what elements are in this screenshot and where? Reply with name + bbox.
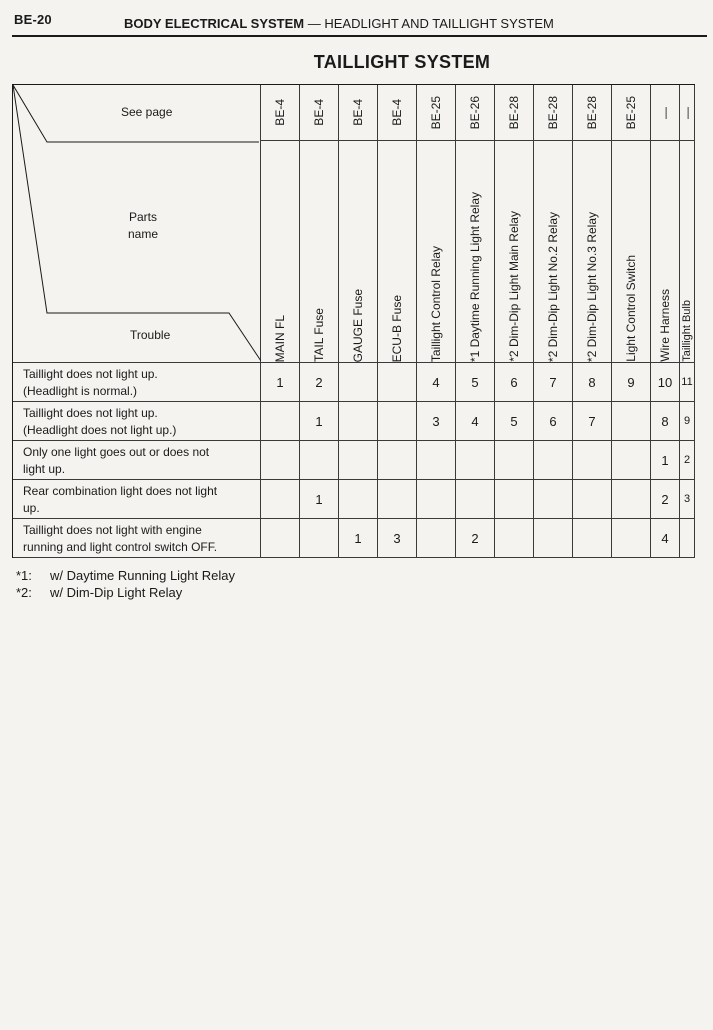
section-name: BODY ELECTRICAL SYSTEM [124, 16, 305, 31]
table-cell: 11 [680, 363, 695, 402]
see-page-label: See page [121, 105, 173, 119]
subsection-name: HEADLIGHT AND TAILLIGHT SYSTEM [324, 16, 554, 31]
table-cell [378, 441, 417, 480]
part-name-header: TAIL Fuse [300, 141, 339, 363]
running-header [124, 16, 554, 31]
trouble-label: Trouble [130, 328, 171, 342]
table-cell [612, 519, 651, 558]
table-cell [339, 402, 378, 441]
table-cell: 5 [495, 402, 534, 441]
troubleshooting-table [12, 84, 695, 558]
footnote: *2: w/ Dim-Dip Light Relay [16, 585, 183, 600]
part-name-header: Taillight Control Relay [417, 141, 456, 363]
header-dash: — [307, 16, 321, 31]
table-cell [573, 519, 612, 558]
table-cell: 5 [456, 363, 495, 402]
see-page-cell: BE-25 [417, 85, 456, 141]
trouble-description: Only one light goes out or does not light up. [13, 441, 261, 480]
table-cell [339, 480, 378, 519]
table-cell: 7 [534, 363, 573, 402]
table-cell: 1 [339, 519, 378, 558]
table-cell [378, 402, 417, 441]
table-cell [612, 480, 651, 519]
table-cell [680, 519, 695, 558]
table-cell [495, 480, 534, 519]
footnotes [16, 567, 235, 601]
table-cell: 7 [573, 402, 612, 441]
see-page-cell: BE-4 [378, 85, 417, 141]
table-cell: 8 [651, 402, 680, 441]
part-name-header: *2 Dim-Dip Light No.3 Relay [573, 141, 612, 363]
see-page-cell: BE-28 [534, 85, 573, 141]
table-cell: 9 [680, 402, 695, 441]
see-page-cell: BE-26 [456, 85, 495, 141]
table-cell: 4 [456, 402, 495, 441]
table-cell: 3 [378, 519, 417, 558]
see-page-cell: BE-25 [612, 85, 651, 141]
table-cell [612, 402, 651, 441]
part-name-header: Wire Harness [651, 141, 680, 363]
part-name-header: *2 Dim-Dip Light Main Relay [495, 141, 534, 363]
table-cell: 2 [680, 441, 695, 480]
trouble-description: Rear combination light does not light up. [13, 480, 261, 519]
table-cell [534, 480, 573, 519]
see-page-cell: BE-4 [300, 85, 339, 141]
table-cell: 1 [300, 480, 339, 519]
table-cell: 1 [651, 441, 680, 480]
part-name-header: MAIN FL [261, 141, 300, 363]
footnote: *1: w/ Daytime Running Light Relay [16, 568, 235, 583]
table-cell [339, 441, 378, 480]
table-cell: 1 [300, 402, 339, 441]
table-cell [417, 480, 456, 519]
table-cell [417, 519, 456, 558]
see-page-cell: — [651, 85, 680, 141]
see-page-cell: BE-4 [261, 85, 300, 141]
see-page-cell: BE-28 [495, 85, 534, 141]
trouble-description: Taillight does not light up. (Headlight is normal.) [13, 363, 261, 402]
table-cell [300, 441, 339, 480]
see-page-cell: — [680, 85, 695, 141]
table-cell: 9 [612, 363, 651, 402]
table-cell: 1 [261, 363, 300, 402]
part-name-header: GAUGE Fuse [339, 141, 378, 363]
table-cell [378, 480, 417, 519]
table-corner [13, 85, 261, 363]
table-cell [534, 519, 573, 558]
table-cell: 4 [417, 363, 456, 402]
table-cell [261, 519, 300, 558]
table-cell [378, 363, 417, 402]
table-cell [261, 402, 300, 441]
table-cell: 3 [680, 480, 695, 519]
see-page-cell: BE-28 [573, 85, 612, 141]
table-cell [261, 480, 300, 519]
table-cell: 3 [417, 402, 456, 441]
parts-name-label: Parts name [128, 210, 159, 241]
page-number: BE-20 [14, 12, 52, 27]
table-cell [495, 441, 534, 480]
table-cell [261, 441, 300, 480]
part-name-header: *1 Daytime Running Light Relay [456, 141, 495, 363]
table-cell: 4 [651, 519, 680, 558]
table-cell [573, 480, 612, 519]
table-cell [300, 519, 339, 558]
see-page-cell: BE-4 [339, 85, 378, 141]
table-cell [456, 441, 495, 480]
table-cell: 2 [300, 363, 339, 402]
table-cell: 10 [651, 363, 680, 402]
table-cell [417, 441, 456, 480]
header-rule [12, 35, 707, 37]
part-name-header: Taillight Bulb [680, 141, 695, 363]
page-title: TAILLIGHT SYSTEM [313, 52, 491, 72]
table-cell: 6 [495, 363, 534, 402]
part-name-header: ECU-B Fuse [378, 141, 417, 363]
trouble-description: Taillight does not light with engine running and light control switch OFF. [13, 519, 261, 558]
table-cell [456, 480, 495, 519]
table-cell [612, 441, 651, 480]
table-cell: 6 [534, 402, 573, 441]
table-cell [339, 363, 378, 402]
table-cell [573, 441, 612, 480]
table-cell: 2 [651, 480, 680, 519]
table-cell: 8 [573, 363, 612, 402]
table-cell [495, 519, 534, 558]
table-cell [534, 441, 573, 480]
table-cell: 2 [456, 519, 495, 558]
trouble-description: Taillight does not light up. (Headlight does not light up.) [13, 402, 261, 441]
part-name-header: Light Control Switch [612, 141, 651, 363]
part-name-header: *2 Dim-Dip Light No.2 Relay [534, 141, 573, 363]
